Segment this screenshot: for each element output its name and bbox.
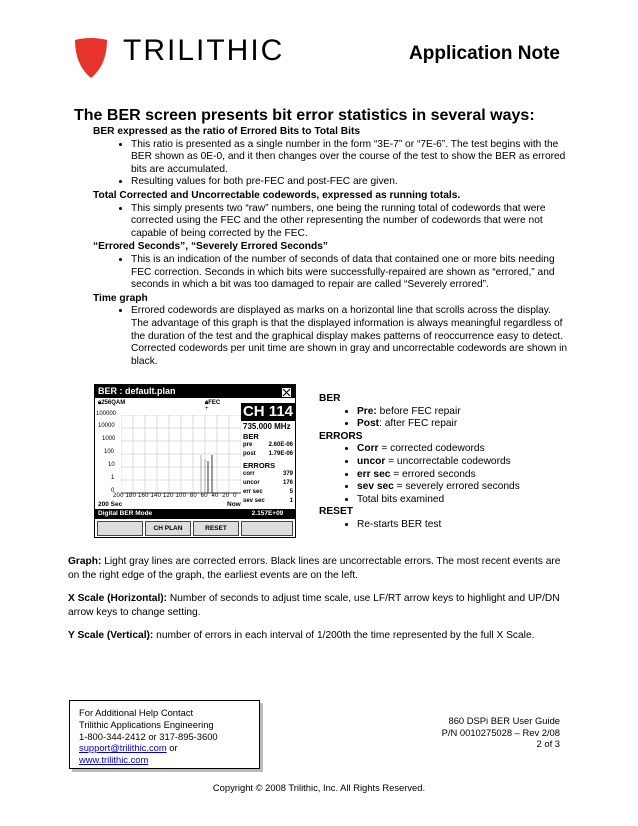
reset-button[interactable]: RESET bbox=[193, 521, 239, 536]
x-axis-ticks: 200 180 160 140 120 100 80 60 40 20 0 bbox=[113, 493, 237, 499]
section-title: Total Corrected and Uncorrectable codewords, expressed as running totals. bbox=[93, 189, 461, 201]
softkey-1-button[interactable] bbox=[97, 521, 143, 536]
list-item: • Re-starts BER test bbox=[357, 519, 559, 532]
screen-legend bbox=[319, 393, 559, 532]
guide-title: 860 DSPi BER User Guide bbox=[448, 715, 560, 726]
softkey-4-button[interactable] bbox=[241, 521, 293, 536]
y-tick-label: 100000 bbox=[96, 411, 117, 417]
y-tick-label: 100 bbox=[104, 449, 115, 455]
y-tick-label: 10000 bbox=[98, 423, 115, 429]
list-item: • sev sec = severely errored seconds bbox=[357, 481, 559, 494]
now-label: Now bbox=[227, 501, 241, 508]
timescale-label[interactable]: 200 Sec bbox=[98, 501, 123, 508]
device-title-bar bbox=[95, 385, 295, 398]
help-line: For Additional Help Contact bbox=[79, 707, 194, 718]
fec-marker: + bbox=[205, 406, 209, 412]
page-number: 2 of 3 bbox=[536, 738, 560, 750]
device-title: BER : default.plan bbox=[98, 386, 176, 396]
uncor-row: uncor 176 bbox=[243, 480, 293, 486]
section-ber-ratio bbox=[93, 126, 568, 369]
help-line: Trilithic Applications Engineering bbox=[79, 718, 214, 730]
modulation-label: 🔒︎256QAM bbox=[98, 400, 126, 406]
ber-heading: BER bbox=[243, 432, 259, 441]
channel-display: CH 114 bbox=[242, 403, 294, 420]
sev-sec-row: sev sec 1 bbox=[243, 498, 293, 504]
list-item: • Resulting values for both pre-FEC and post-FEC are given. bbox=[131, 176, 568, 189]
logo-text: TRILITHIC bbox=[123, 34, 285, 67]
section-title: Time graph bbox=[93, 292, 148, 304]
y-tick-label: 1000 bbox=[102, 436, 116, 442]
list-item: • This ratio is presented as a single number in the form “3E-7” or “7E-6”. The test begins with the BER shown as 0E-0, and it then changes over the course of the test to show the BER as errored bits are accumulated. bbox=[131, 139, 568, 177]
error-marks bbox=[201, 455, 212, 493]
list-item: • Pre: before FEC repair bbox=[357, 406, 559, 419]
y-tick-label: 1 bbox=[111, 475, 115, 481]
list-item: • err sec = errored seconds bbox=[357, 469, 559, 482]
frequency-display: 735.000 MHz bbox=[243, 422, 291, 431]
list-item: • uncor = uncorrectable codewords bbox=[357, 456, 559, 469]
corr-row: corr 379 bbox=[243, 471, 293, 477]
trilithic-logo-icon bbox=[74, 37, 108, 79]
help-line: 1-800-344-2412 or 317-895-3600 bbox=[79, 730, 218, 742]
errors-heading: ERRORS bbox=[243, 461, 276, 470]
list-item: • Corr = corrected codewords bbox=[357, 443, 559, 456]
y-scale-paragraph: Y Scale (Vertical): number of errors in each interval of 1/200th the time represented by the full X Scale. bbox=[68, 630, 535, 641]
legend-heading: ERRORS bbox=[319, 430, 363, 442]
graph-paragraph: Graph: Light gray lines are corrected errors. Black lines are uncorrectable errors. The most recent events are on the right edge of the graph, the earliest events are on the left. bbox=[68, 556, 561, 581]
section-title: “Errored Seconds”, “Severely Errored Seconds” bbox=[93, 241, 328, 253]
document-title: Application Note bbox=[409, 43, 560, 64]
pre-row: pre 2.60E-06 bbox=[243, 442, 293, 448]
document-info bbox=[442, 715, 560, 750]
y-tick-label: 10 bbox=[108, 462, 115, 468]
ch-plan-button[interactable]: CH PLAN bbox=[145, 521, 191, 536]
total-bits-display: 2.157E+09 bbox=[240, 509, 295, 519]
y-tick-label: 0 bbox=[111, 488, 115, 494]
list-item: • Errored codewords are displayed as marks on a horizontal line that scrolls across the display. The advantage of this graph is that the displayed information is always meaningful regardless of the duration of the test and the graphical display makes patterns of reoccurrence easy to detect. Corrected codewords per unit time are shown in gray and uncorrectable codewords are shown in black. bbox=[131, 305, 568, 368]
lock-icon: 🔒︎ bbox=[98, 400, 102, 406]
ber-device-screen bbox=[94, 384, 296, 538]
error-time-graph bbox=[121, 415, 241, 505]
list-item: • Post: after FEC repair bbox=[357, 418, 559, 431]
help-email-line: support@trilithic.com or bbox=[79, 742, 178, 754]
help-contact-box bbox=[69, 700, 260, 769]
close-icon[interactable] bbox=[281, 387, 292, 398]
support-email-link[interactable]: support@trilithic.com bbox=[79, 742, 167, 754]
legend-heading: BER bbox=[319, 393, 341, 404]
x-scale-paragraph: X Scale (Horizontal): Number of seconds to adjust time scale, use LF/RT arrow keys to highlight and UP/DN arrow keys to change setting. bbox=[68, 593, 560, 618]
list-item: • This is an indication of the number of seconds of data that contained one or more bits needing FEC correction. Seconds in which bits were successfully-repaired are shown as “errored,” and seconds in which a bit was too damaged to repair are called “Severely errored”. bbox=[131, 254, 568, 292]
main-heading: The BER screen presents bit error statistics in several ways: bbox=[74, 107, 535, 124]
list-item: • This simply presents two “raw” numbers, one being the running total of codewords that were corrected using the FEC and the other representing the number of codewords that were not capable of being corrected by the FEC. bbox=[131, 203, 568, 241]
err-sec-row: err sec 5 bbox=[243, 489, 293, 495]
copyright: Copyright © 2008 Trilithic, Inc. All Rights Reserved. bbox=[212, 782, 426, 793]
part-number: P/N 0010275028 – Rev 2/08 bbox=[441, 726, 560, 738]
mode-bar: Digital BER Mode bbox=[95, 509, 240, 519]
legend-heading: RESET bbox=[319, 506, 353, 518]
lock-icon: 🔒︎ bbox=[205, 400, 209, 406]
section-title: BER expressed as the ratio of Errored Bits to Total Bits bbox=[93, 126, 361, 137]
website-link[interactable]: www.trilithic.com bbox=[79, 754, 149, 766]
fec-label: 🔒︎FEC bbox=[205, 400, 221, 406]
list-item: • Total bits examined bbox=[357, 494, 559, 507]
post-row: post 1.79E-06 bbox=[243, 451, 293, 457]
